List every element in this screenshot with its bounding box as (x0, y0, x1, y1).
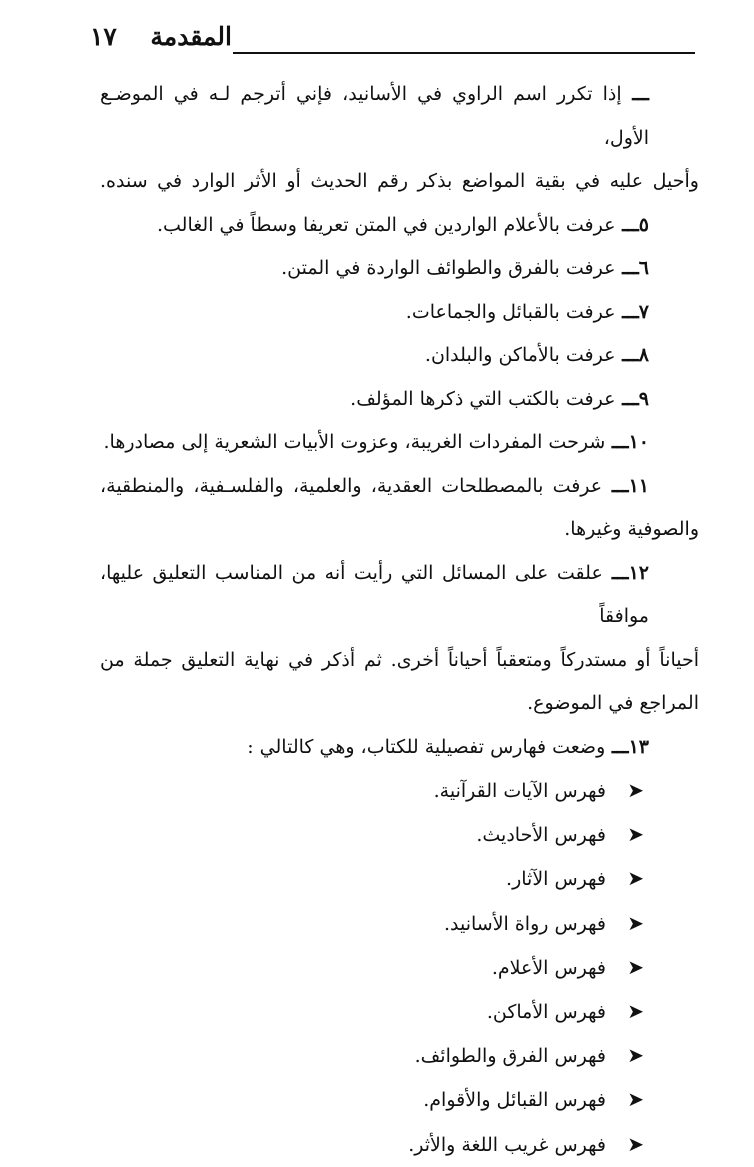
arrow-bullet-icon: ➤ (627, 1043, 644, 1068)
list-item-11: ١١ـــ عرفت بالمصطلحات العقدية، والعلمية، والفلسـفية، والمنطقية، (100, 474, 649, 497)
page-header (90, 22, 695, 56)
arrow-bullet-icon: ➤ (627, 1131, 644, 1156)
item-number: ٥ (638, 213, 649, 236)
item-number: ١٢ (628, 561, 649, 584)
page-body (100, 73, 699, 1167)
paragraph-line: والصوفية وغيرها. (564, 518, 699, 540)
item-number: ١١ (628, 474, 649, 497)
arrow-bullet-icon: ➤ (627, 1087, 644, 1112)
list-item-12: ١٢ـــ علقت على المسائل التي رأيت أنه من المناسب التعليق عليها، موافقاً (100, 561, 649, 627)
arrow-bullet-icon: ➤ (627, 910, 644, 935)
paragraph-line: ـــ إذا تكرر اسم الراوي في الأسانيد، فإني أترجم لـه في الموضـع الأول، (100, 83, 649, 149)
page-number: ١٧ (90, 22, 117, 51)
item-number: ٩ (638, 387, 649, 410)
arrow-bullet-icon: ➤ (627, 954, 644, 979)
list-item: ➤فهرس رواة الأسانيد. (100, 902, 699, 946)
chapter-title: المقدمة (150, 22, 232, 51)
arrow-bullet-icon: ➤ (627, 999, 644, 1024)
arrow-bullet-icon: ➤ (627, 822, 644, 847)
paragraph-line: المراجع في الموضوع. (527, 692, 699, 714)
list-item: ➤فهرس القبائل والأقوام. (100, 1078, 699, 1122)
list-item: ➤فهرس الآيات القرآنية. (100, 769, 699, 813)
index-list (100, 769, 699, 1167)
list-item: ➤فهرس الأحاديث. (100, 813, 699, 857)
arrow-bullet-icon: ➤ (627, 778, 644, 802)
item-number: ٦ (638, 257, 649, 279)
item-number: ٨ (638, 344, 649, 366)
item-number: ١٣ (628, 735, 649, 758)
dash-marker: ـــ (621, 83, 649, 105)
list-item-10: ١٠ـــ شرحت المفردات الغريبة، وعزوت الأبيات الشعرية إلى مصادرها. (103, 431, 649, 453)
list-item-6: ٦ـــ عرفت بالفرق والطوائف الواردة في المتن. (281, 257, 649, 279)
item-number: ١٠ (628, 431, 649, 453)
paragraph-line: وأحيل عليه في بقية المواضع بذكر رقم الحديث أو الأثر الوارد في سنده. (100, 170, 699, 192)
list-item: ➤فهرس غريب اللغة والأثر. (100, 1123, 699, 1167)
list-item-5: ٥ـــ عرفت بالأعلام الواردين في المتن تعريفا وسطاً في الغالب. (156, 213, 649, 236)
list-item-13: ١٣ـــ وضعت فهارس تفصيلية للكتاب، وهي كالتالي : (247, 735, 649, 758)
list-item: ➤فهرس الفرق والطوائف. (100, 1034, 699, 1078)
list-item: ➤فهرس الأعلام. (100, 946, 699, 990)
arrow-bullet-icon: ➤ (627, 866, 644, 891)
list-item-7: ٧ـــ عرفت بالقبائل والجماعات. (405, 300, 649, 323)
list-item: ➤فهرس الآثار. (100, 857, 699, 901)
list-item-9: ٩ـــ عرفت بالكتب التي ذكرها المؤلف. (350, 387, 649, 410)
list-item-8: ٨ـــ عرفت بالأماكن والبلدان. (424, 344, 649, 366)
paragraph-line: أحياناً أو مستدركاً ومتعقباً أحياناً أخرى. ثم أذكر في نهاية التعليق جملة من (100, 648, 699, 671)
header-rule (233, 52, 695, 54)
item-number: ٧ (638, 300, 649, 323)
list-item: ➤فهرس الأماكن. (100, 990, 699, 1034)
